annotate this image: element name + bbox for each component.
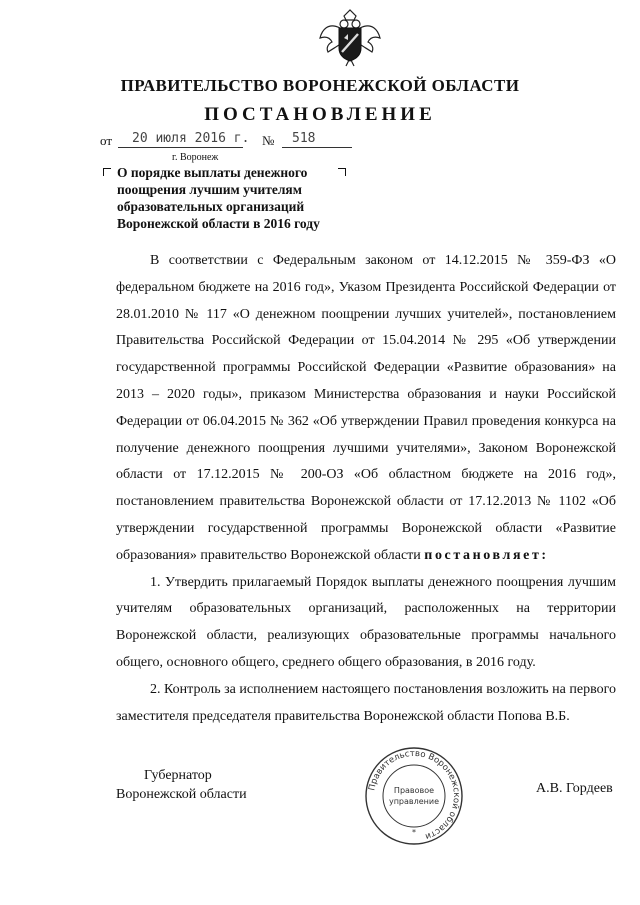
stamp-star: * xyxy=(412,828,416,837)
signatory-position xyxy=(116,766,247,804)
document-title: О порядке выплаты денежного поощрения лучшим учителям образовательных организаций Воронежской области в 2016 году xyxy=(117,165,320,231)
document-type: ПОСТАНОВЛЕНИЕ xyxy=(204,104,436,125)
number-prefix: № xyxy=(262,133,275,148)
signatory-position-line1: Губернатор xyxy=(144,768,212,783)
document-body xyxy=(116,248,616,730)
decree-word: постановляет: xyxy=(424,547,549,563)
signatory-name: А.В. Гордеев xyxy=(536,781,613,796)
government-name: ПРАВИТЕЛЬСТВО ВОРОНЕЖСКОЙ ОБЛАСТИ xyxy=(120,76,520,95)
coat-of-arms-emblem xyxy=(318,8,382,70)
date-prefix: от xyxy=(100,133,113,148)
stamp-center-line1: Правовое xyxy=(393,786,435,795)
stamp-ring-text: Правительство Воронежской области xyxy=(367,748,462,842)
legal-department-stamp xyxy=(364,746,464,846)
clause-1: 1. Утвердить прилагаемый Порядок выплаты денежного поощрения лучшим учителям образовательных организаций, расположенных на территории Воронежской области, реализующих образовательные программы начального общего, основного общего, среднего общего образования, в 2016 году. xyxy=(116,574,616,670)
stamp-center-line2: управление xyxy=(388,797,440,806)
number-underline xyxy=(282,147,352,148)
number-value: 518 xyxy=(292,131,316,146)
clause-2: 2. Контроль за исполнением настоящего постановления возложить на первого заместителя председателя правительства Воронежской области Попова В.Б. xyxy=(116,681,616,724)
city-label: г. Воронеж xyxy=(172,152,219,163)
preamble-paragraph xyxy=(116,248,616,570)
signatory-position-line2: Воронежской области xyxy=(116,787,247,802)
date-underline xyxy=(118,147,243,148)
date-value: 20 июля 2016 г. xyxy=(132,131,250,146)
preamble-text: В соответствии с Федеральным законом от 14.12.2015 № 359-ФЗ «О федеральном бюджете на 2016 год», Указом Президента Российской Федерации от 28.01.2010 № 117 «О денежном поощрении лучших учителей», постановлением Правительства Российской Федерации от 15.04.2014 № 295 «Об утверждении государственной программы Российской Федерации «Развитие образования» на 2013 – 2020 годы», приказом Министерства образования и науки Российской Федерации от 06.04.2015 № 362 «Об утверждении Правил проведения конкурса на получение денежного поощрения лучшими учителями», Законом Воронежской области от 17.12.2015 № 200-ОЗ «Об областном бюджете на 2016 год», постановлением правительства Воронежской области от 17.12.2013 № 1102 «Об утверждении государственной программы Воронежской области «Развитие образования» правительство Воронежской области xyxy=(116,253,616,563)
title-corner-left xyxy=(103,168,111,176)
